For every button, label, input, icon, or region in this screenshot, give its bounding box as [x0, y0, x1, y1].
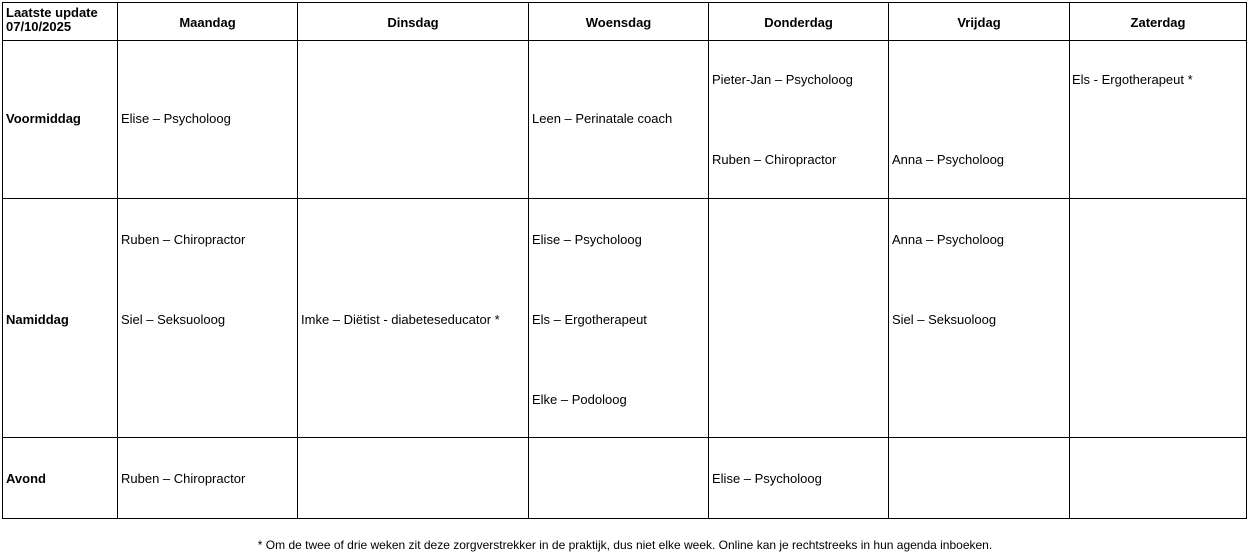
entry-voormiddag-maandag: Elise – Psycholoog	[121, 111, 231, 126]
footnote: * Om de twee of drie weken zit deze zorgverstrekker in de praktijk, dus niet elke week. Online kan je rechtstreeks in hun agenda inboeken.	[257, 538, 993, 552]
header-vrijdag: Vrijdag	[957, 15, 1001, 30]
schedule-table	[2, 2, 1247, 519]
column-divider	[117, 3, 118, 518]
entry-namiddag-woensdag: Elke – Podoloog	[532, 392, 627, 407]
entry-namiddag-vrijdag: Anna – Psycholoog	[892, 232, 1005, 247]
column-divider	[528, 3, 529, 518]
row-divider	[3, 198, 1246, 199]
entry-voormiddag-woensdag: Leen – Perinatale coach	[532, 111, 673, 126]
row-divider	[3, 40, 1246, 41]
entry-avond-donderdag: Elise – Psycholoog	[712, 471, 822, 486]
column-divider	[297, 3, 298, 518]
entry-namiddag-woensdag: Els – Ergotherapeut	[532, 312, 647, 327]
column-divider	[888, 3, 889, 518]
entry-avond-maandag: Ruben – Chiropractor	[121, 471, 246, 486]
entry-namiddag-vrijdag: Siel – Seksuoloog	[892, 312, 997, 327]
entry-namiddag-maandag: Ruben – Chiropractor	[121, 232, 246, 247]
row-label-namiddag: Namiddag	[6, 312, 69, 327]
entry-namiddag-maandag: Siel – Seksuoloog	[121, 312, 226, 327]
last-update	[6, 6, 98, 34]
header-zaterdag: Zaterdag	[1130, 15, 1186, 30]
last-update-label: Laatste update	[6, 5, 98, 20]
header-dinsdag: Dinsdag	[387, 15, 439, 30]
entry-voormiddag-donderdag: Pieter-Jan – Psycholoog	[712, 72, 853, 87]
row-label-avond: Avond	[6, 471, 46, 486]
row-label-voormiddag: Voormiddag	[6, 111, 81, 126]
header-woensdag: Woensdag	[585, 15, 652, 30]
column-divider	[708, 3, 709, 518]
entry-namiddag-dinsdag: Imke – Diëtist - diabeteseducator *	[301, 312, 500, 327]
row-divider	[3, 437, 1246, 438]
header-donderdag: Donderdag	[764, 15, 833, 30]
header-maandag: Maandag	[179, 15, 236, 30]
entry-voormiddag-zaterdag: Els - Ergotherapeut *	[1072, 72, 1193, 87]
entry-voormiddag-donderdag: Ruben – Chiropractor	[712, 152, 837, 167]
column-divider	[1069, 3, 1070, 518]
entry-voormiddag-vrijdag: Anna – Psycholoog	[892, 152, 1005, 167]
last-update-date: 07/10/2025	[6, 19, 72, 34]
entry-namiddag-woensdag: Elise – Psycholoog	[532, 232, 642, 247]
